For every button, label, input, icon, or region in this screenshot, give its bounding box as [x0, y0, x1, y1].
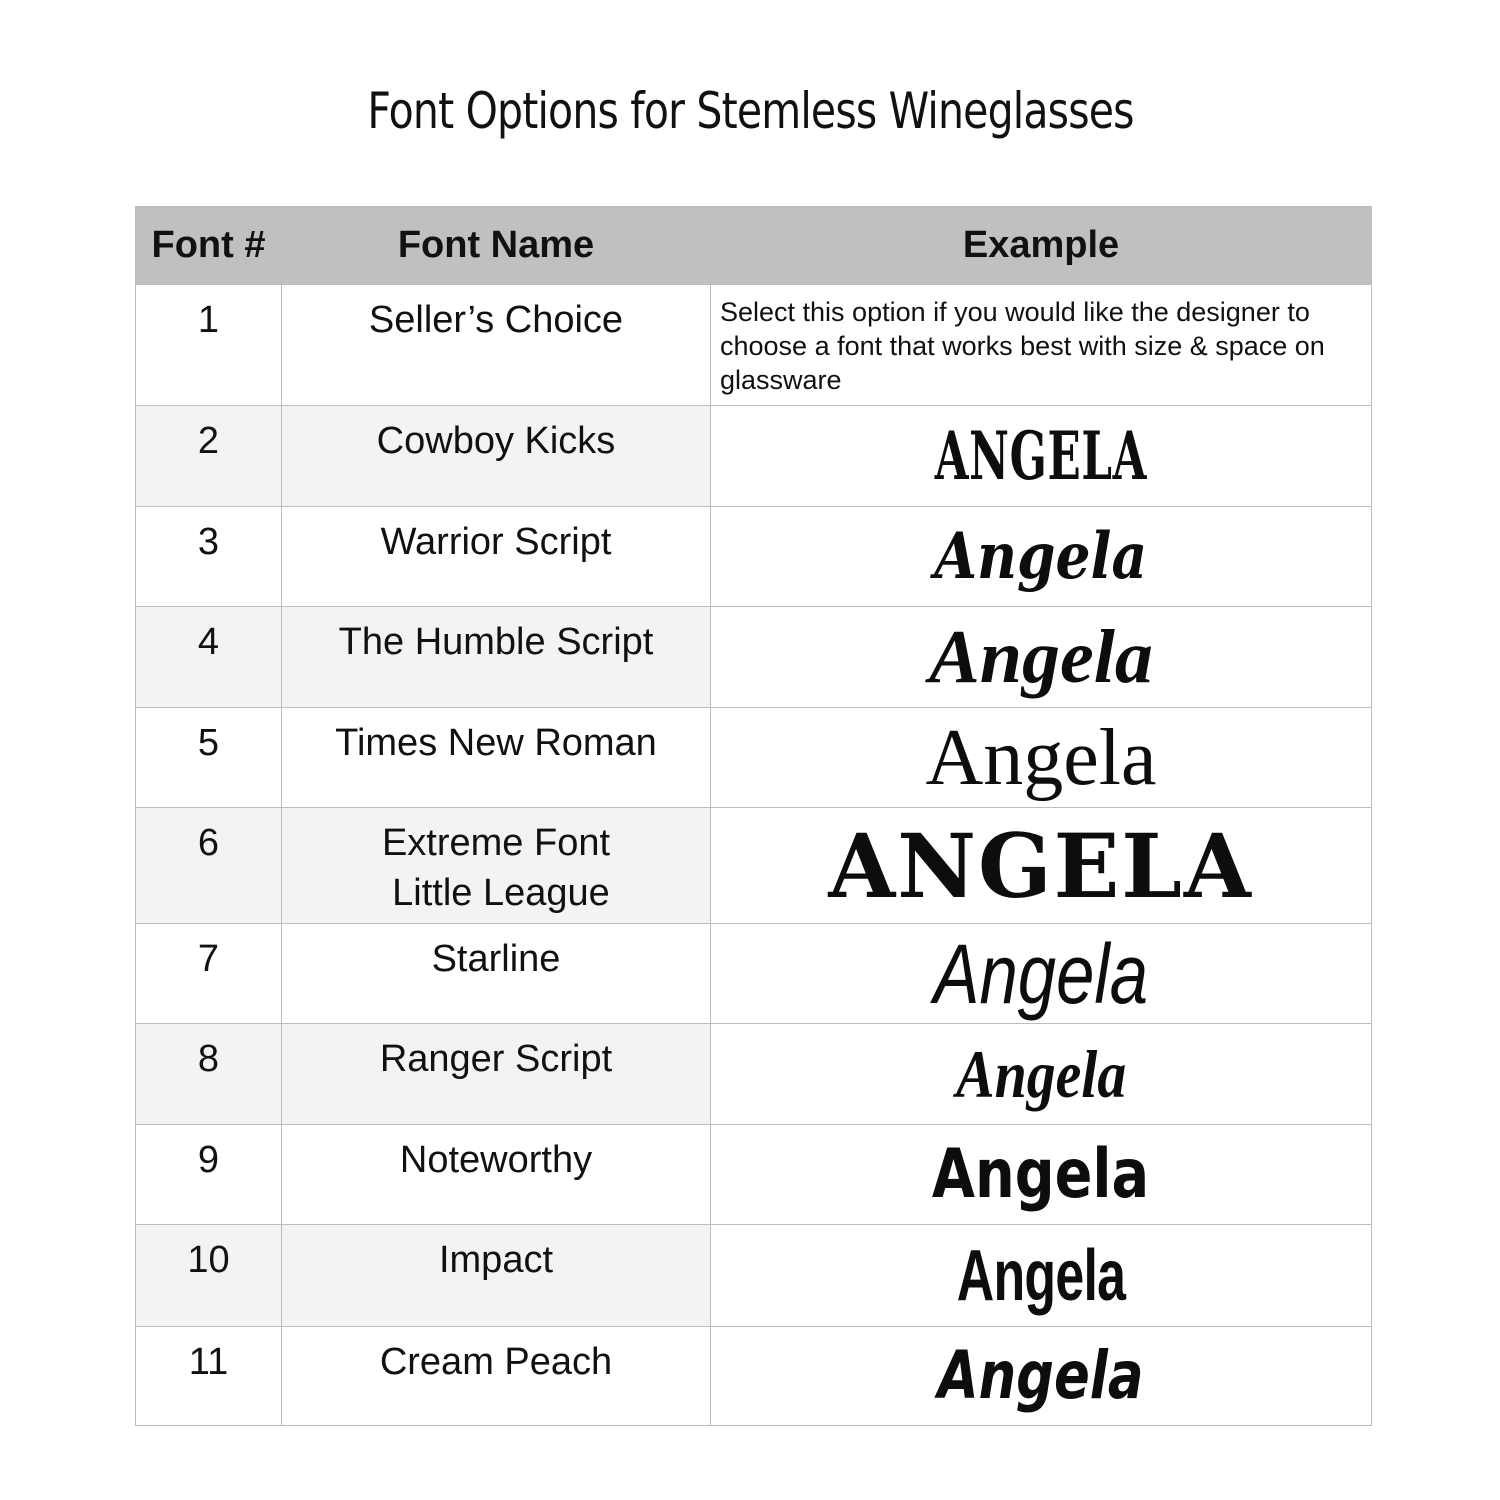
font-example: Angela [932, 1134, 1150, 1214]
font-number: 7 [136, 924, 282, 1024]
example-description: Select this option if you would like the designer to choose a font that works best with size & space on glassware [711, 285, 1372, 406]
example-cell [711, 406, 1372, 507]
font-name: Starline [282, 924, 711, 1024]
font-example: Angela [933, 926, 1149, 1021]
font-example: Angela [955, 1036, 1127, 1112]
font-example: ANGELA [828, 813, 1254, 918]
table-row [136, 1327, 1372, 1426]
example-cell [711, 507, 1372, 607]
font-number: 4 [136, 607, 282, 708]
font-name: Cream Peach [282, 1327, 711, 1426]
table-row [136, 1125, 1372, 1225]
table-row [136, 507, 1372, 607]
font-example: Angela [938, 1337, 1144, 1414]
font-name: Warrior Script [282, 507, 711, 607]
example-cell [711, 1327, 1372, 1426]
header-font-number: Font # [136, 207, 282, 285]
table-row [136, 406, 1372, 507]
table-row [136, 808, 1372, 924]
font-number: 2 [136, 406, 282, 507]
example-cell [711, 708, 1372, 808]
font-name-line1: Extreme Font [381, 822, 611, 864]
font-options-table [135, 206, 1372, 1426]
header-font-name: Font Name [282, 207, 711, 285]
font-name [282, 808, 711, 924]
table-row [136, 708, 1372, 808]
font-number: 9 [136, 1125, 282, 1225]
table-row [136, 1225, 1372, 1327]
table-row [136, 285, 1372, 406]
font-name: Ranger Script [282, 1024, 711, 1125]
table-header-row [136, 207, 1372, 285]
font-number: 10 [136, 1225, 282, 1327]
example-cell [711, 1125, 1372, 1225]
example-cell [711, 808, 1372, 924]
font-name: Impact [282, 1225, 711, 1327]
page-title: Font Options for Stemless Wineglasses [367, 82, 1134, 140]
table-row [136, 607, 1372, 708]
font-number: 11 [136, 1327, 282, 1426]
font-name: Times New Roman [282, 708, 711, 808]
font-example: Angela [934, 518, 1148, 594]
font-name: Seller’s Choice [282, 285, 711, 406]
example-cell [711, 1024, 1372, 1125]
example-cell [711, 1225, 1372, 1327]
font-example: Angela [956, 1235, 1126, 1316]
font-name: Noteworthy [282, 1125, 711, 1225]
font-number: 3 [136, 507, 282, 607]
font-number: 5 [136, 708, 282, 808]
font-name-line2: Little League [392, 872, 610, 914]
table-row [136, 1024, 1372, 1125]
font-example: Angela [929, 615, 1153, 699]
font-name: The Humble Script [282, 607, 711, 708]
header-example: Example [711, 207, 1372, 285]
font-number: 6 [136, 808, 282, 924]
font-example: Angela [925, 713, 1157, 802]
font-number: 8 [136, 1024, 282, 1125]
example-cell [711, 607, 1372, 708]
example-cell [711, 924, 1372, 1024]
font-example: ANGELA [934, 417, 1148, 495]
font-number: 1 [136, 285, 282, 406]
font-name: Cowboy Kicks [282, 406, 711, 507]
table-row [136, 924, 1372, 1024]
